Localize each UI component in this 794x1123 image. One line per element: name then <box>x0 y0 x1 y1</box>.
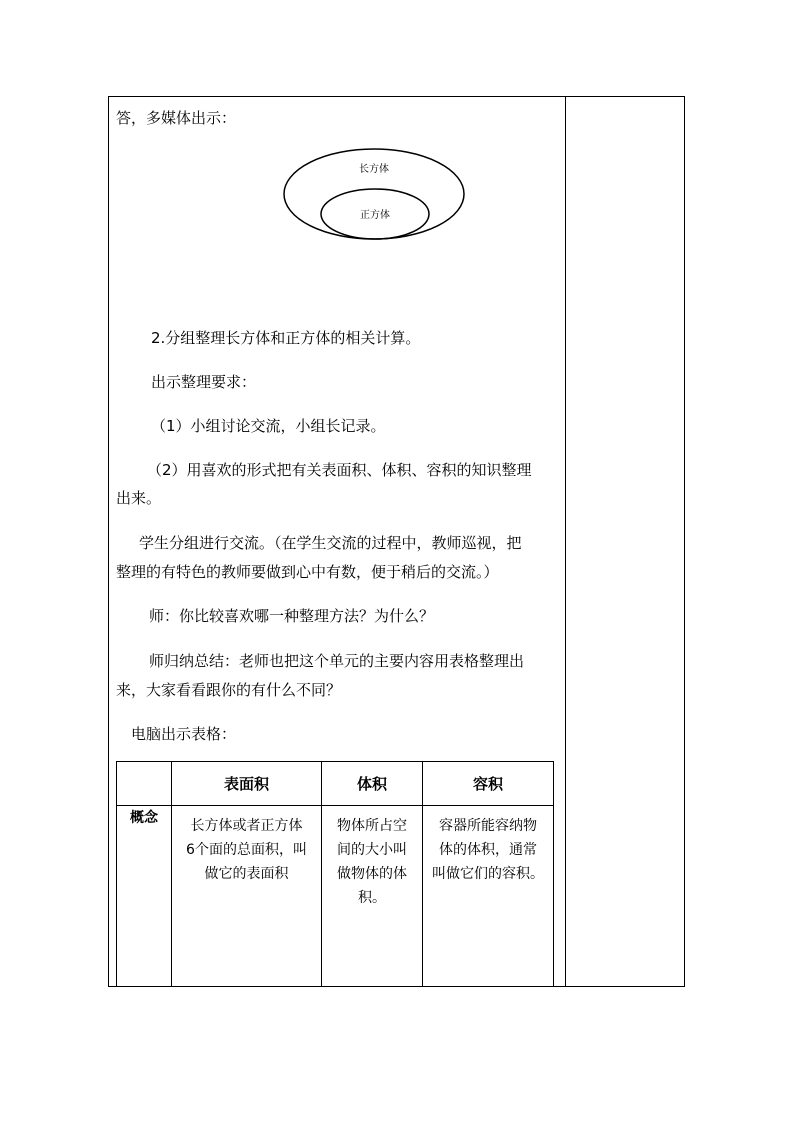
cell-volume <box>322 806 423 987</box>
lesson-content <box>109 97 565 986</box>
text-line-9: 师：你比较喜欢哪一种整理方法？为什么？ <box>149 607 435 625</box>
table-row <box>117 806 554 987</box>
text-line-4: （1）小组讨论交流，小组长记录。 <box>151 417 386 435</box>
header-empty <box>117 762 172 806</box>
cube-label: 正方体 <box>360 210 390 221</box>
venn-diagram <box>283 148 471 244</box>
cell-capacity <box>423 806 554 987</box>
cell-line: 间的大小叫 <box>337 842 407 858</box>
text-line-12: 电脑出示表格： <box>131 725 237 743</box>
header-volume: 体积 <box>322 762 423 806</box>
cuboid-ellipse <box>284 149 464 239</box>
summary-table <box>116 761 554 987</box>
text-line-8: 整理的有特色的教师要做到心中有数，便于稍后的交流。） <box>116 563 499 581</box>
table-header-row <box>117 762 554 806</box>
text-line-1: 答，多媒体出示： <box>116 109 237 127</box>
cell-line: 叫做它们的容积。 <box>432 866 544 882</box>
text-line-10: 师归纳总结：老师也把这个单元的主要内容用表格整理出 <box>149 652 525 670</box>
cell-line: 长方体或者正方体 <box>190 818 303 834</box>
text-line-6: 出来。 <box>116 489 162 507</box>
cell-line: 体的体积，通常 <box>439 842 537 858</box>
cuboid-label: 长方体 <box>359 164 389 175</box>
lesson-table <box>108 96 685 987</box>
column-divider <box>565 97 566 986</box>
text-line-3: 出示整理要求： <box>151 373 257 391</box>
text-line-5: （2）用喜欢的形式把有关表面积、体积、容积的知识整理 <box>147 461 532 479</box>
text-line-11: 来，大家看看跟你的有什么不同？ <box>116 681 342 699</box>
header-capacity: 容积 <box>423 762 554 806</box>
cell-line: 做物体的体 <box>337 866 407 882</box>
text-line-7: 学生分组进行交流。（在学生交流的过程中，教师巡视，把 <box>139 534 522 552</box>
cell-surface-area <box>172 806 322 987</box>
cell-line: 容器所能容纳物 <box>439 818 537 834</box>
cell-line: 积。 <box>358 890 386 906</box>
cell-line: 做它的表面积 <box>204 866 289 882</box>
text-line-2: 2.分组整理长方体和正方体的相关计算。 <box>151 329 421 347</box>
header-surface-area: 表面积 <box>172 762 322 806</box>
cell-line: 6个面的总面积，叫 <box>186 842 307 858</box>
cell-line: 物体所占空 <box>337 818 407 834</box>
row-label-concept: 概念 <box>117 806 172 987</box>
